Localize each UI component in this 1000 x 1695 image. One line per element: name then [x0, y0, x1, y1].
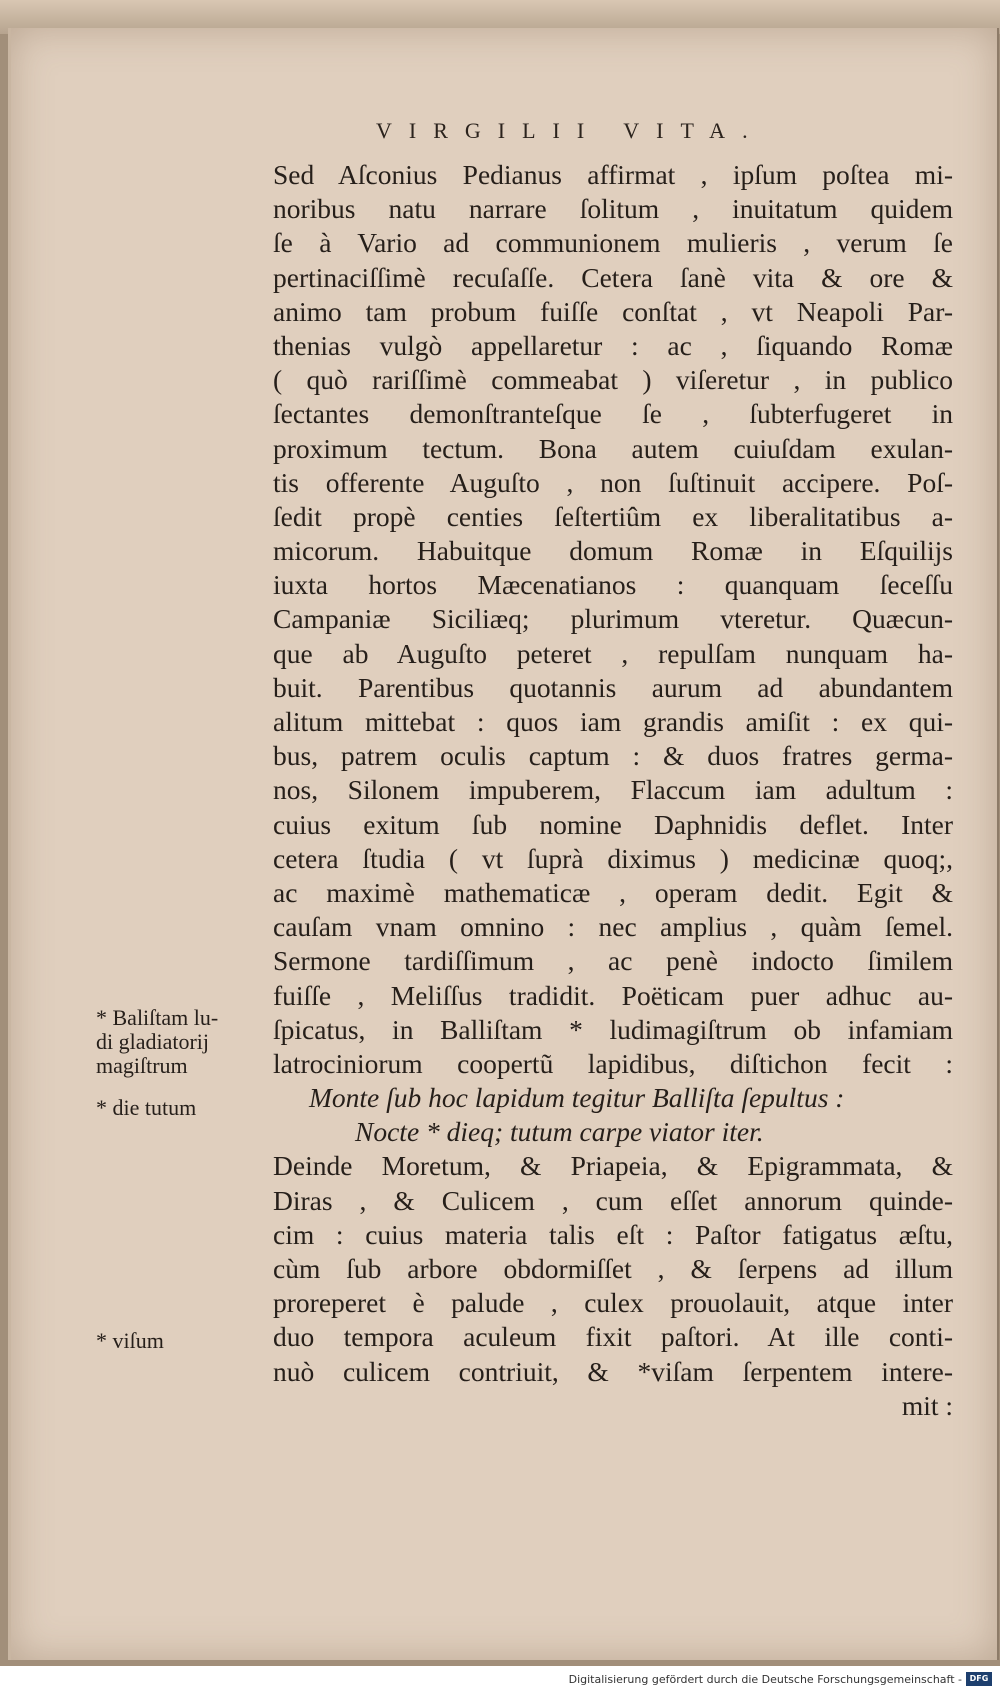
funding-credit: Digitalisierung gefördert durch die Deutsche Forschungsgemeinschaft - — [568, 1672, 962, 1686]
text-line: ſpicatus, in Balliſtam * ludimagiſtrum ob infamiam — [273, 1013, 953, 1045]
text-line: ſedit propè centies ſeſtertiûm ex liberalitatibus a- — [273, 500, 953, 532]
text-line: ac maximè mathematicæ , operam dedit. Egit & — [273, 876, 953, 908]
footer — [569, 1672, 992, 1686]
text-line: ( quò rariſſimè commeabat ) viſeretur , in publico — [273, 364, 953, 396]
body-text — [273, 158, 953, 1423]
text-line: cim : cuius materia talis eſt : Paſtor fatigatus æſtu, — [273, 1218, 953, 1250]
text-line: animo tam probum fuiſſe conſtat , vt Neapoli Par- — [273, 295, 953, 327]
text-line: ſectantes demonſtranteſque ſe , ſubterfugeret in — [273, 398, 953, 430]
margin-note: * viſum — [96, 1328, 164, 1353]
verse-line: Monte ſub hoc lapidum tegitur Balliſta ſepultus : — [309, 1082, 845, 1114]
text-line: micorum. Habuitque domum Romæ in Eſquilijs — [273, 535, 953, 567]
text-line: fuiſſe , Meliſſus tradidit. Poëticam puer adhuc au- — [273, 979, 953, 1011]
text-line: Diras , & Culicem , cum eſſet annorum quinde- — [273, 1184, 953, 1216]
text-line: proximum tectum. Bona autem cuiuſdam exulan- — [273, 432, 953, 464]
text-line: alitum mittebat : quos iam grandis amiſit : ex qui- — [273, 706, 953, 737]
text-line: nos, Silonem impuberem, Flaccum iam adultum : — [273, 774, 953, 806]
text-line: cuius exitum ſub nomine Daphnidis deflet. Inter — [273, 808, 953, 840]
verse-line: Nocte * dieq; tutum carpe viator iter. — [355, 1116, 764, 1148]
text-line: cauſam vnam omnino : nec amplius , quàm ſemel. — [273, 911, 953, 943]
text-line: noribus natu narrare ſolitum , inuitatum quidem — [273, 193, 953, 225]
text-line: mit : — [901, 1389, 953, 1421]
text-line: buit. Parentibus quotannis aurum ad abundantem — [273, 671, 953, 703]
text-line: Deinde Moretum, & Priapeia, & Epigrammata, & — [273, 1150, 953, 1182]
book-page — [8, 28, 999, 1660]
text-line: Sed Aſconius Pedianus affirmat , ipſum poſtea mi- — [273, 159, 953, 190]
text-line: duo tempora aculeum fixit paſtori. At ille conti- — [273, 1321, 953, 1353]
text-line: Sermone tardiſſimum , ac penè indocto ſimilem — [273, 945, 953, 977]
text-line: pertinaciſſimè recuſaſſe. Cetera ſanè vita & ore & — [273, 261, 953, 293]
text-line: thenias vulgò appellaretur : ac , ſiquando Romæ — [273, 329, 953, 361]
margin-note: * Baliſtam lu- — [96, 1005, 219, 1030]
text-line: que ab Auguſto peteret , repulſam nunquam ha- — [273, 637, 953, 669]
margin-note: magiſtrum — [96, 1053, 188, 1078]
margin-note: * die tutum — [96, 1095, 197, 1120]
text-line: tis offerente Auguſto , non ſuſtinuit accipere. Poſ- — [273, 466, 953, 498]
running-head: VIRGILII VITA. — [376, 118, 765, 143]
text-line: bus, patrem oculis captum : & duos fratres germa- — [273, 740, 953, 772]
text-line: proreperet è palude , culex prouolauit, atque inter — [273, 1287, 953, 1319]
text-line: ſe à Vario ad communionem mulieris , verum ſe — [273, 227, 953, 259]
dfg-logo: DFG — [966, 1672, 992, 1686]
text-line: latrociniorum coopertũ lapidibus, diſtichon fecit : — [273, 1047, 953, 1079]
text-line: cetera ſtudia ( vt ſuprà diximus ) medicinæ quoq;, — [273, 842, 953, 874]
text-line: iuxta hortos Mæcenatianos : quanquam ſeceſſu — [273, 569, 953, 601]
text-line: Campaniæ Siciliæq; plurimum vteretur. Quæcun- — [273, 603, 953, 635]
text-line: cùm ſub arbore obdormiſſet , & ſerpens ad illum — [273, 1253, 953, 1284]
margin-note: di gladiatorij — [96, 1029, 210, 1054]
text-line: nuò culicem contriuit, & *viſam ſerpentem intere- — [273, 1355, 953, 1387]
